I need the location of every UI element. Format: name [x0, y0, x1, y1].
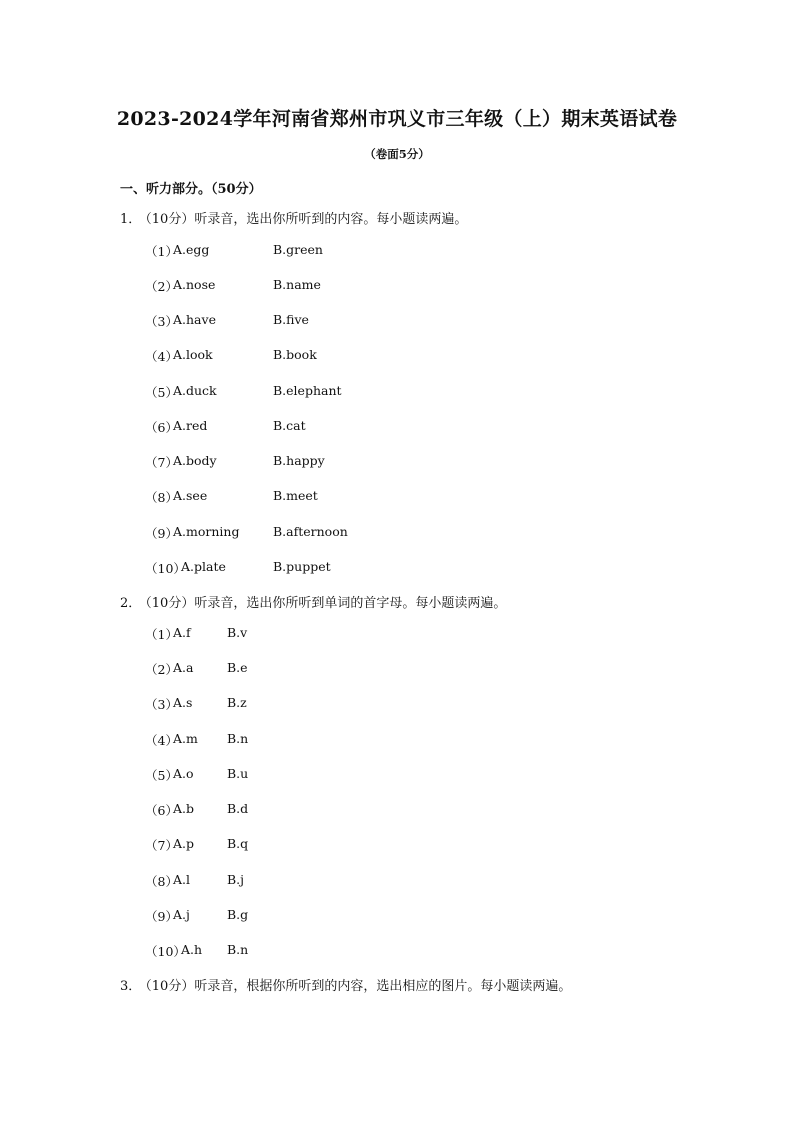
- item-index: （3）: [145, 697, 178, 712]
- question-number: 3．: [120, 979, 142, 994]
- option-b: B.happy: [273, 453, 325, 468]
- exam-title: 2023-2024学年河南省郑州市巩义市三年级（上）期末英语试卷: [116, 108, 678, 130]
- section-heading-listening: 一、听力部分。（50分）: [120, 182, 262, 197]
- question-text: （10分）听录音，选出你所听到单词的首字母。每小题读两遍。: [145, 596, 507, 611]
- question-text: （10分）听录音，根据你所听到的内容，选出相应的图片。每小题读两遍。: [145, 979, 572, 994]
- item-index: （4）: [145, 349, 178, 364]
- item-index: （10）: [145, 561, 186, 576]
- item-index: （5）: [145, 385, 178, 400]
- option-b: B.q: [227, 836, 249, 851]
- option-b: B.u: [227, 766, 249, 781]
- option-a: A.nose: [173, 277, 216, 292]
- item-index: （1）: [145, 244, 178, 259]
- option-b: B.v: [227, 625, 248, 640]
- item-index: （5）: [145, 768, 178, 783]
- item-index: （3）: [145, 314, 178, 329]
- item-index: （7）: [145, 838, 178, 853]
- item-index: （9）: [145, 909, 178, 924]
- option-b: B.name: [273, 277, 321, 292]
- item-index: （2）: [145, 662, 178, 677]
- item-index: （6）: [145, 420, 178, 435]
- item-index: （8）: [145, 874, 178, 889]
- item-index: （7）: [145, 455, 178, 470]
- option-b: B.z: [227, 695, 247, 710]
- option-b: B.d: [227, 801, 249, 816]
- question-1-prompt: [120, 208, 467, 227]
- exam-subtitle: （卷面5分）: [364, 147, 430, 161]
- option-a: A.a: [173, 660, 194, 675]
- option-b: B.green: [273, 242, 323, 257]
- item-index: （2）: [145, 279, 178, 294]
- option-b: B.n: [227, 731, 249, 746]
- question-number: 2．: [120, 596, 142, 611]
- option-a: A.egg: [173, 242, 210, 257]
- option-a: A.duck: [173, 383, 217, 398]
- option-b: B.meet: [273, 488, 318, 503]
- option-b: B.j: [227, 872, 245, 887]
- option-b: B.afternoon: [273, 524, 348, 539]
- question-3-prompt: [120, 975, 571, 994]
- option-a: A.plate: [181, 559, 226, 574]
- option-a: A.h: [181, 942, 203, 957]
- item-index: （10）: [145, 944, 186, 959]
- option-a: A.b: [173, 801, 195, 816]
- question-2-prompt: [120, 592, 506, 611]
- option-a: A.see: [173, 488, 208, 503]
- option-a: A.p: [173, 836, 195, 851]
- option-a: A.j: [173, 907, 190, 922]
- option-a: A.have: [173, 312, 216, 327]
- option-a: A.f: [173, 625, 191, 640]
- item-index: （6）: [145, 803, 178, 818]
- option-b: B.elephant: [273, 383, 342, 398]
- option-a: A.m: [173, 731, 198, 746]
- question-text: （10分）听录音，选出你所听到的内容。每小题读两遍。: [145, 212, 468, 227]
- option-a: A.o: [173, 766, 194, 781]
- option-b: B.n: [227, 942, 249, 957]
- item-index: （1）: [145, 627, 178, 642]
- option-a: A.red: [173, 418, 208, 433]
- option-a: A.s: [173, 695, 193, 710]
- option-b: B.cat: [273, 418, 306, 433]
- option-b: B.puppet: [273, 559, 331, 574]
- option-b: B.five: [273, 312, 309, 327]
- item-index: （4）: [145, 733, 178, 748]
- option-a: A.l: [173, 872, 190, 887]
- option-a: A.look: [173, 347, 213, 362]
- item-index: （8）: [145, 490, 178, 505]
- question-number: 1．: [120, 212, 142, 227]
- option-b: B.g: [227, 907, 249, 922]
- option-a: A.morning: [173, 524, 240, 539]
- option-a: A.body: [173, 453, 217, 468]
- option-b: B.book: [273, 347, 317, 362]
- option-b: B.e: [227, 660, 248, 675]
- item-index: （9）: [145, 526, 178, 541]
